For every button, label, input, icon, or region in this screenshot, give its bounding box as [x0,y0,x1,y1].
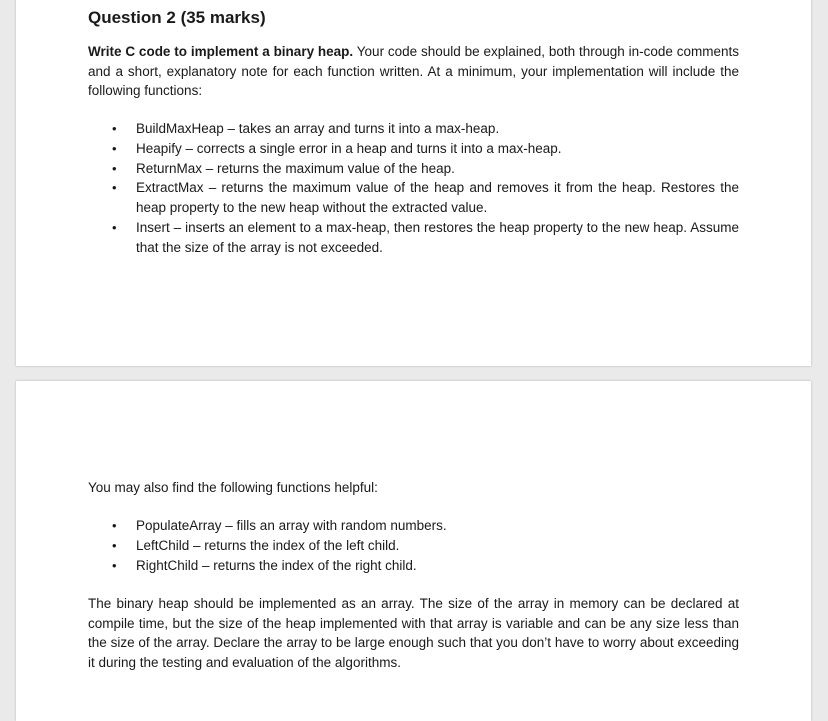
bullet-icon: • [112,219,117,235]
helper-rightchild: RightChild – returns the index of the right child. [136,557,417,573]
question-intro [88,42,739,101]
function-buildmaxheap: BuildMaxHeap – takes an array and turns it into a max-heap. [136,121,500,136]
helper-leftchild: LeftChild – returns the index of the left child. [136,537,400,553]
function-insert: Insert – inserts an element to a max-heap, then restores the heap property to the new heap. Assume that the size of the array is not exceeded. [136,219,739,255]
closing-block [88,594,739,672]
bullet-icon: • [112,180,117,196]
bullet-icon: • [112,557,117,573]
helper-populatearray: PopulateArray – fills an array with random numbers. [136,518,447,533]
required-functions-list [88,119,739,258]
function-heapify: Heapify – corrects a single error in a heap and turns it into a max-heap. [136,140,562,156]
list-item [88,516,739,536]
intro-rest-text: Your code should be explained, both through in-code comments and a short, explanatory note for each function written. At a minimum, your implementation will include the following functions: [88,44,740,98]
bullet-icon: • [112,140,117,156]
bullet-icon: • [112,518,117,533]
document-page-2 [16,381,811,721]
list-item [88,139,739,159]
function-returnmax: ReturnMax – returns the maximum value of the heap. [136,160,455,176]
intro-bold-text: Write C code to implement a binary heap. [88,44,354,59]
bullet-icon: • [112,160,117,176]
document-page-1 [16,0,811,366]
intro-paragraph [88,42,739,101]
list-item [88,159,739,179]
list-item [88,556,739,576]
list-item [88,119,739,139]
bullet-icon: • [112,121,117,136]
question-heading: Question 2 (35 marks) [88,8,266,27]
bullet-icon: • [112,537,117,553]
function-extractmax: ExtractMax – returns the maximum value of the heap and removes it from the heap. Restores the heap property to the new heap without the extracted value. [136,180,739,216]
helper-functions-list [88,516,739,575]
list-item [88,178,739,218]
closing-paragraph: The binary heap should be implemented as an array. The size of the array in memory can be declared at compile time, but the size of the heap implemented with that array is variable and can be any size less than the size of the array. Declare the array to be large enough such that you don’t have to worry about exceeding it during the testing and evaluation of the algorithms. [88,596,739,670]
list-item [88,218,739,258]
list-item [88,536,739,556]
helpful-intro-block [88,478,739,498]
helpful-intro-text: You may also find the following functions helpful: [88,480,378,495]
